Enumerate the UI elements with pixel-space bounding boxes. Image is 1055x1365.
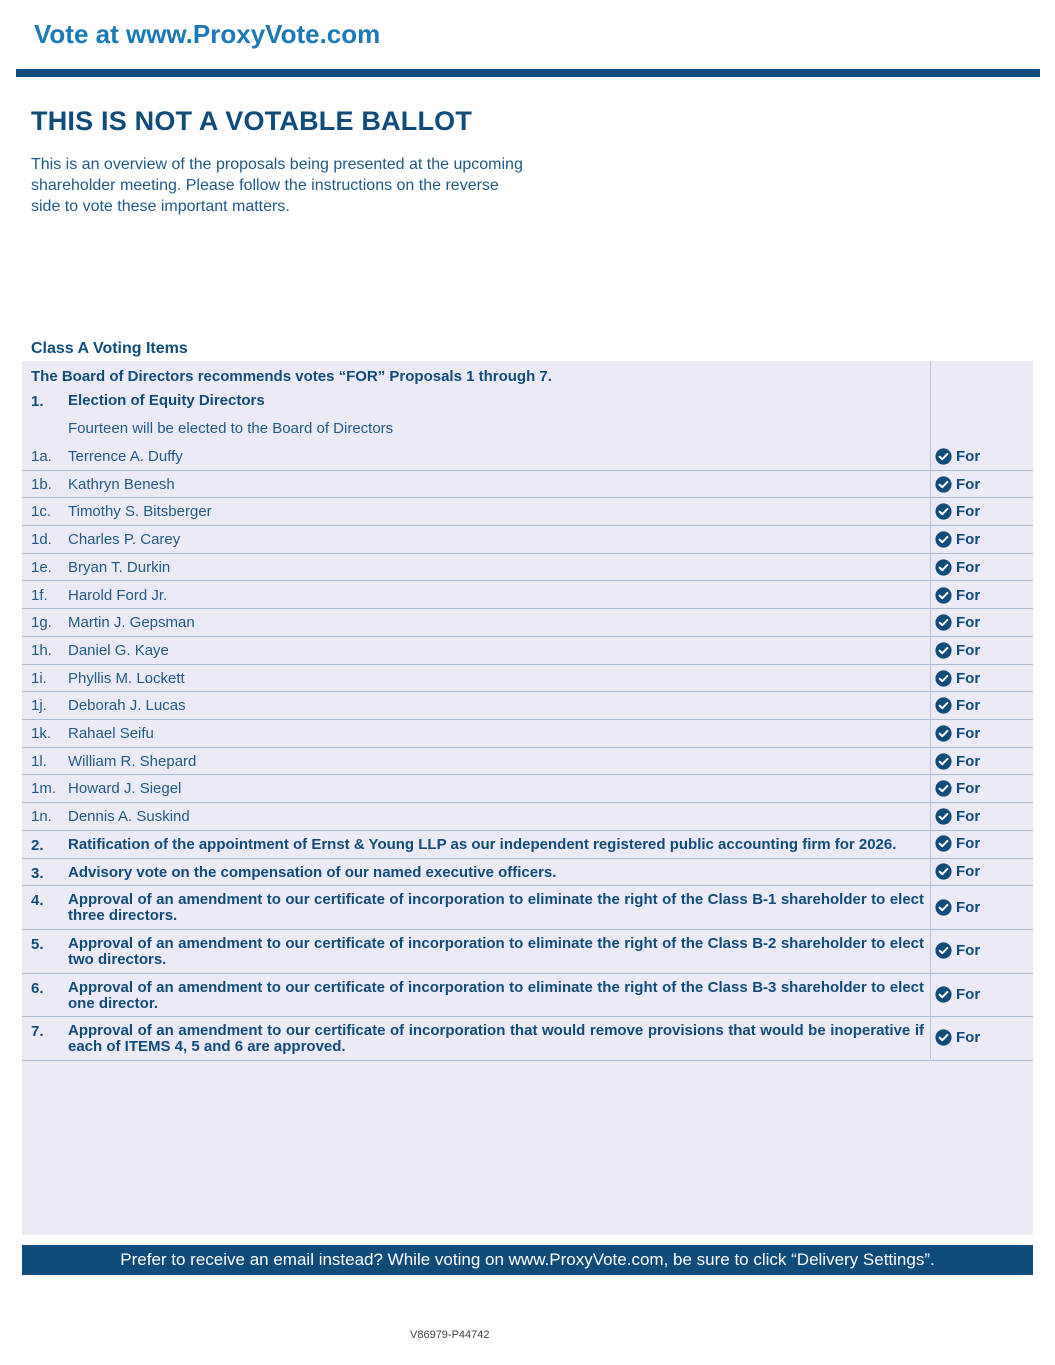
email-delivery-banner: Prefer to receive an email instead? While voting on www.ProxyVote.com, be sure to click “Delivery Settings”. (22, 1245, 1033, 1275)
vote-label: For (956, 942, 981, 960)
voting-items-panel (22, 361, 1033, 1235)
proposal-text: Approval of an amendment to our certificate of incorporation to eliminate the right of the Class B-1 shareholder to elect three directors. (68, 891, 924, 925)
proposal-row (22, 831, 1033, 859)
director-name: Kathryn Benesh (68, 475, 175, 493)
vote-label: For (956, 614, 981, 632)
director-row (22, 720, 1033, 748)
director-name: Harold Ford Jr. (68, 586, 168, 604)
document-code: V86979-P44742 (410, 1329, 490, 1341)
vote-label: For (956, 780, 981, 798)
director-row (22, 803, 1033, 831)
director-row (22, 498, 1033, 526)
check-circle-icon (935, 559, 952, 576)
proposal-number: 4. (31, 892, 44, 910)
proposal-number: 2. (31, 837, 44, 854)
vote-recommendation (935, 697, 980, 714)
proposal-number: 3. (31, 864, 44, 882)
director-number: 1j. (31, 697, 47, 715)
director-number: 1i. (31, 669, 47, 687)
vote-label: For (956, 475, 981, 493)
vote-label: For (956, 641, 981, 659)
director-row (22, 582, 1033, 610)
director-row (22, 637, 1033, 665)
page-title: THIS IS NOT A VOTABLE BALLOT (31, 106, 473, 136)
vote-recommendation (935, 670, 980, 687)
director-name: Charles P. Carey (68, 531, 181, 549)
vote-label: For (956, 586, 981, 604)
director-name: Timothy S. Bitsberger (68, 503, 212, 521)
vote-label: For (956, 697, 981, 715)
board-recommendation-row (22, 368, 1033, 388)
check-circle-icon (935, 753, 952, 770)
proposal-row (22, 859, 1033, 887)
vote-recommendation (935, 1029, 980, 1046)
check-circle-icon (935, 725, 952, 742)
proposal-row (22, 974, 1033, 1018)
proposal-1-row (22, 393, 1033, 413)
vote-recommendation (935, 614, 980, 631)
proposal-title: Election of Equity Directors (68, 392, 265, 409)
vote-label: For (956, 863, 981, 881)
vote-recommendation (935, 587, 980, 604)
check-circle-icon (935, 587, 952, 604)
director-number: 1l. (31, 752, 47, 770)
director-number: 1h. (31, 641, 52, 659)
proposal-number: 6. (31, 979, 44, 997)
vote-label: For (956, 835, 981, 853)
director-row (22, 748, 1033, 776)
proposal-number: 7. (31, 1023, 44, 1041)
proposal-row (22, 930, 1033, 974)
vote-label: For (956, 808, 981, 826)
proposal-number: 5. (31, 936, 44, 953)
vote-label: For (956, 725, 981, 742)
director-name: Terrence A. Duffy (68, 448, 183, 465)
director-name: Daniel G. Kaye (68, 641, 169, 659)
proposal-text: Approval of an amendment to our certificate of incorporation to eliminate the right of the Class B-2 shareholder to elect two directors. (68, 935, 924, 968)
vote-recommendation (935, 503, 980, 520)
director-name: Martin J. Gepsman (68, 614, 195, 632)
board-recommendation: The Board of Directors recommends votes “FOR” Proposals 1 through 7. (31, 368, 552, 385)
vote-label: For (956, 531, 981, 549)
director-number: 1e. (31, 558, 52, 576)
vote-recommendation (935, 780, 980, 797)
vote-label: For (956, 503, 981, 521)
director-row (22, 609, 1033, 637)
vote-recommendation (935, 642, 980, 659)
director-row (22, 692, 1033, 720)
director-row (22, 554, 1033, 582)
proposal-row (22, 886, 1033, 930)
director-name: William R. Shepard (68, 752, 197, 770)
check-circle-icon (935, 863, 952, 880)
vote-label: For (956, 558, 981, 576)
director-number: 1m. (31, 780, 57, 798)
vote-label: For (956, 985, 981, 1003)
director-name: Howard J. Siegel (68, 780, 182, 798)
director-row (22, 443, 1033, 471)
director-number: 1b. (31, 475, 52, 493)
check-circle-icon (935, 448, 952, 465)
proposal-number: 1. (31, 393, 44, 410)
director-row (22, 665, 1033, 693)
proposal-row (22, 1017, 1033, 1061)
check-circle-icon (935, 697, 952, 714)
check-circle-icon (935, 986, 952, 1003)
proposal-text: Ratification of the appointment of Ernst & Young LLP as our independent registered public accounting firm for 2026. (68, 836, 897, 853)
check-circle-icon (935, 835, 952, 852)
vote-label: For (956, 1029, 981, 1047)
director-name: Rahael Seifu (68, 725, 154, 742)
vote-label: For (956, 752, 981, 770)
vote-recommendation (935, 725, 980, 742)
director-name: Phyllis M. Lockett (68, 669, 185, 687)
director-number: 1n. (31, 808, 52, 826)
vote-recommendation (935, 476, 980, 493)
director-number: 1a. (31, 448, 52, 465)
vote-recommendation (935, 808, 980, 825)
check-circle-icon (935, 476, 952, 493)
director-number: 1k. (31, 725, 52, 742)
header-divider (16, 69, 1040, 77)
proposal-text: Approval of an amendment to our certificate of incorporation to eliminate the right of the Class B-3 shareholder to elect one director. (68, 978, 924, 1012)
director-row (22, 471, 1033, 499)
vote-label: For (956, 669, 981, 687)
director-row (22, 775, 1033, 803)
check-circle-icon (935, 942, 952, 959)
director-name: Bryan T. Durkin (68, 558, 171, 576)
vote-recommendation (935, 899, 980, 916)
check-circle-icon (935, 1029, 952, 1046)
vote-recommendation (935, 942, 980, 959)
vote-recommendation (935, 835, 980, 852)
director-row (22, 526, 1033, 554)
vote-recommendation (935, 531, 980, 548)
check-circle-icon (935, 670, 952, 687)
vote-recommendation (935, 753, 980, 770)
vote-label: For (956, 448, 981, 465)
director-number: 1d. (31, 531, 52, 549)
proposal-text: Advisory vote on the compensation of our named executive officers. (68, 863, 557, 881)
section-label: Class A Voting Items (31, 340, 188, 357)
director-name: Deborah J. Lucas (68, 697, 186, 715)
check-circle-icon (935, 503, 952, 520)
vote-recommendation (935, 448, 980, 465)
vote-recommendation (935, 986, 980, 1003)
vote-label: For (956, 898, 981, 916)
check-circle-icon (935, 808, 952, 825)
proposal-subtitle: Fourteen will be elected to the Board of Directors (68, 420, 394, 437)
director-number: 1f. (31, 586, 48, 604)
check-circle-icon (935, 780, 952, 797)
proxyvote-link[interactable]: Vote at www.ProxyVote.com (34, 19, 381, 49)
check-circle-icon (935, 614, 952, 631)
director-number: 1c. (31, 503, 52, 521)
intro-paragraph: This is an overview of the proposals being presented at the upcoming shareholder meeting. Please follow the instructions on the reverse side to vote these important matters. (31, 156, 523, 215)
check-circle-icon (935, 899, 952, 916)
director-number: 1g. (31, 614, 52, 632)
proposal-1-subtitle-row (22, 421, 1033, 441)
vote-recommendation (935, 863, 980, 880)
proposal-text: Approval of an amendment to our certificate of incorporation that would remove provisions that would be inoperative if each of ITEMS 4, 5 and 6 are approved. (68, 1022, 924, 1056)
vote-recommendation (935, 559, 980, 576)
check-circle-icon (935, 642, 952, 659)
check-circle-icon (935, 531, 952, 548)
director-name: Dennis A. Suskind (68, 808, 190, 826)
